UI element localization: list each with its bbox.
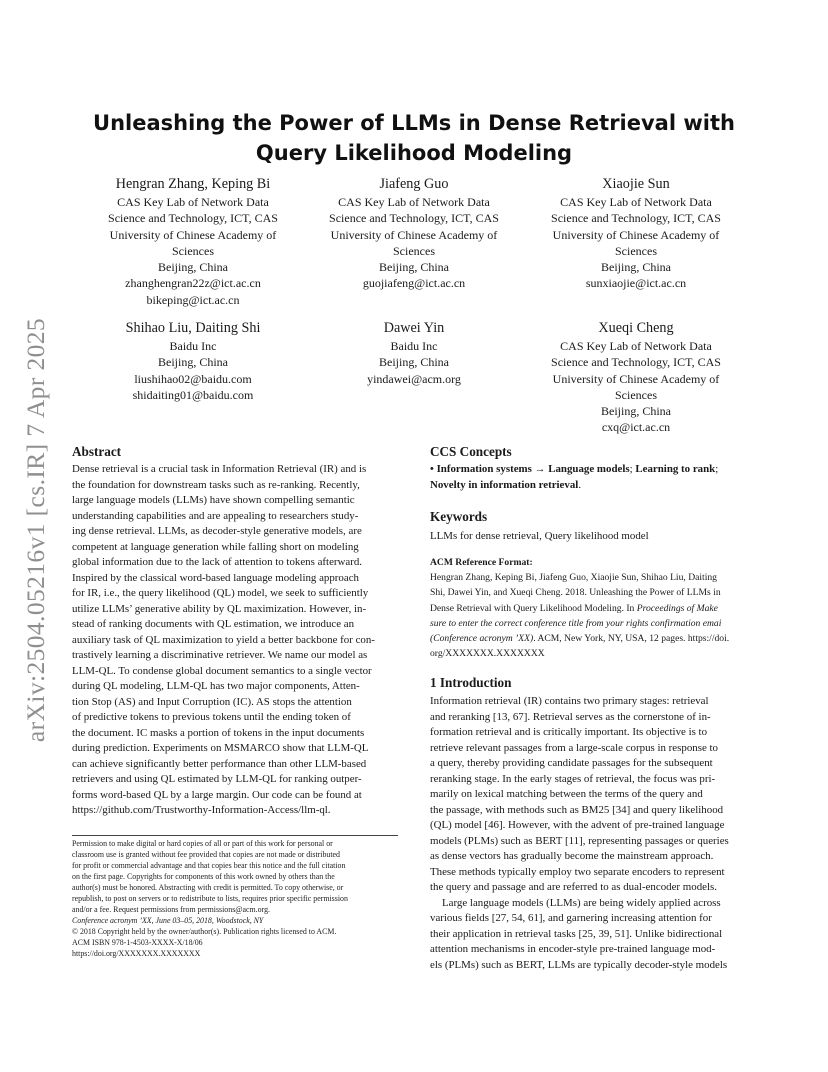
ccs-end: .	[578, 478, 582, 491]
ccs-concepts	[430, 462, 758, 493]
author-affiliation: Science and Technology, ICT, CAS	[551, 211, 721, 226]
author-affiliation: CAS Key Lab of Network Data	[338, 195, 490, 209]
permission-footnote	[72, 838, 402, 959]
acm-reference-doi: org/XXXXXXX.XXXXXXX	[430, 648, 545, 660]
author-name: Jiafeng Guo	[379, 176, 449, 192]
author-email: yindawei@acm.org	[367, 371, 461, 386]
author-location: Beijing, China	[158, 355, 228, 370]
abstract-body	[72, 462, 399, 819]
footnote-line: republish, to post on servers or to redistribute to lists, requires prior specific permission	[72, 894, 348, 903]
author-affiliation: University of Chinese Academy of	[552, 227, 720, 242]
author-affiliation: Science and Technology, ICT, CAS	[329, 211, 499, 226]
abstract-line: the foundation for downstream tasks such as re-ranking. Recently,	[72, 478, 360, 491]
doi-line: https://doi.org/XXXXXXX.XXXXXXX	[72, 949, 201, 958]
acm-reference-text: . ACM, New York, NY, USA, 12 pages. https://doi.	[533, 633, 730, 645]
author-email: liushihao02@baidu.com	[134, 371, 252, 386]
footnote-line: author(s) must be honored. Abstracting with credit is permitted. To copy otherwise, or	[72, 883, 344, 892]
abstract-line: ing dense retrieval. LLMs, as decoder-style generative models, are	[72, 525, 362, 537]
author-affiliation: Baidu Inc	[169, 339, 217, 353]
intro-line: retrieve relevant passages from a large-scale corpus in response to	[430, 741, 718, 754]
author-location: Beijing, China	[379, 260, 449, 275]
abstract-line: LLM-QL. To condense global document semantics to a single vector	[72, 664, 372, 677]
keywords-heading: Keywords	[430, 509, 488, 524]
intro-line: (QL) model [46]. However, with the advent of pre-trained language	[430, 819, 725, 831]
author-affiliation: CAS Key Lab of Network Data	[117, 195, 269, 209]
author-name: Xiaojie Sun	[602, 176, 670, 192]
abstract-line: utilize LLMs’ generative ability by QL maximization. However, in-	[72, 602, 367, 615]
author-email: sunxiaojie@ict.ac.cn	[585, 276, 687, 291]
footnote-line: and/or a fee. Request permissions from permissions@acm.org.	[72, 905, 270, 914]
abstract-line: auxiliary task of QL maximization to yield a better backbone for con-	[72, 633, 375, 646]
acm-reference-line: Shi, Dawei Yin, and Xueqi Cheng. 2018. Unleashing the Power of LLMs in	[430, 587, 721, 599]
abstract-line: https://github.com/Trustworthy-Information-Access/llm-ql.	[72, 804, 331, 816]
abstract-line: during QL modeling, LLM-QL has two major components, Atten-	[72, 680, 360, 692]
intro-line: the passage, with methods such as BM25 [34] and query likelihood	[430, 803, 724, 816]
abstract-heading: Abstract	[72, 444, 122, 459]
acm-reference-heading: ACM Reference Format:	[430, 557, 533, 568]
author-location: Beijing, China	[601, 404, 671, 419]
author-affiliation: CAS Key Lab of Network Data	[560, 339, 712, 353]
isbn-line: ACM ISBN 978-1-4503-XXXX-X/18/06	[72, 938, 203, 947]
author-email: guojiafeng@ict.ac.cn	[362, 276, 466, 291]
arxiv-stamp	[18, 300, 54, 760]
author-affiliation: Sciences	[172, 243, 214, 258]
abstract-line: understanding capabilities and are appealing to researchers study-	[72, 509, 359, 522]
author-block-4	[80, 319, 306, 403]
acm-reference-venue: Proceedings of Make	[636, 602, 718, 614]
footnote-line: Permission to make digital or hard copies of all or part of this work for personal or	[72, 839, 333, 848]
intro-line: formation retrieval and is critically important. Its objective is to	[430, 726, 708, 738]
abstract-line: global information due to the lack of attention to tokens afterward.	[72, 556, 363, 568]
author-email: shidaiting01@baidu.com	[132, 387, 254, 402]
ccs-arrow: →	[534, 463, 546, 475]
abstract-line: Inspired by the classical word-based language modeling approach	[72, 571, 359, 584]
intro-body	[430, 694, 757, 973]
copyright-line: © 2018 Copyright held by the owner/author(s). Publication rights licensed to ACM.	[72, 927, 337, 936]
author-email: zhanghengran22z@ict.ac.cn	[125, 276, 261, 291]
abstract-line: can achieve significantly better performance than other LLM-based	[72, 757, 367, 770]
abstract-line: the document. IC masks a portion of tokens in the input documents	[72, 726, 365, 739]
ccs-concept: Learning to rank	[635, 463, 716, 475]
author-affiliation: University of Chinese Academy of	[330, 227, 498, 242]
ccs-concept: Novelty in information retrieval	[430, 478, 579, 491]
author-affiliation: University of Chinese Academy of	[109, 227, 277, 242]
intro-line: as dense vectors has gradually become the mainstream approach.	[430, 850, 714, 862]
conference-line: Conference acronym ’XX, June 03–05, 2018, Woodstock, NY	[72, 916, 264, 925]
author-name: Shihao Liu, Daiting Shi	[125, 320, 261, 336]
abstract-line: stead of ranking documents with QL estimation, we introduce an	[72, 618, 355, 630]
abstract-line: of predictive tokens to previous tokens until the ending token of	[72, 711, 351, 723]
abstract-line: forms word-based QL by a large margin. Our code can be found at	[72, 788, 362, 801]
author-affiliation: University of Chinese Academy of	[552, 371, 720, 386]
acm-reference-venue: sure to enter the correct conference title from your rights confirmation emai	[430, 617, 722, 629]
intro-line: els (PLMs) such as BERT, LLMs are typically decoder-style models	[430, 958, 728, 971]
ccs-concept: Information systems	[436, 463, 532, 475]
author-affiliation: Baidu Inc	[390, 339, 438, 353]
ccs-separator: ;	[629, 463, 636, 475]
intro-line: reranking stage. In the early stages of retrieval, the focus was pri-	[430, 772, 716, 785]
ccs-separator: ;	[715, 463, 719, 475]
author-name: Xueqi Cheng	[598, 320, 674, 336]
author-affiliation: Science and Technology, ICT, CAS	[551, 355, 721, 370]
arxiv-id: arXiv:2504.05216v1 [cs.IR] 7 Apr 2025	[21, 317, 51, 743]
acm-reference	[430, 555, 760, 661]
abstract-line: retrievers and using QL estimated by LLM-QL for ranking outper-	[72, 773, 362, 785]
author-email: bikeping@ict.ac.cn	[146, 292, 240, 307]
abstract-line: large language models (LLMs) have shown compelling semantic	[72, 494, 355, 506]
abstract-line: competent at language generation while falling short on modeling	[72, 540, 359, 553]
intro-line: and reranking [13, 67]. Retrieval serves as the cornerstone of in-	[430, 710, 711, 723]
ccs-concept: Language models	[548, 463, 630, 475]
abstract-line: tion Stop (AS) and Input Corruption (IC). AS stops the attention	[72, 695, 352, 708]
footnote-rule	[72, 835, 398, 836]
author-location: Beijing, China	[158, 260, 228, 275]
intro-line: models (PLMs) such as BERT [11], representing passages or queries	[430, 834, 729, 847]
abstract-line: Dense retrieval is a crucial task in Information Retrieval (IR) and is	[72, 463, 367, 475]
keywords-text: LLMs for dense retrieval, Query likelihood model	[430, 530, 649, 542]
author-name: Hengran Zhang, Keping Bi	[115, 176, 271, 192]
acm-reference-text: Dense Retrieval with Query Likelihood Modeling. In	[430, 602, 637, 614]
author-affiliation: Sciences	[393, 243, 435, 258]
ccs-heading: CCS Concepts	[430, 444, 512, 459]
paper-title: Unleashing the Power of LLMs in Dense Retrieval with Query Likelihood Modeling	[93, 111, 735, 165]
author-email: cxq@ict.ac.cn	[601, 420, 671, 435]
intro-line: attention mechanisms in encoder-style pre-trained language mod-	[430, 943, 716, 955]
author-block-3	[523, 175, 749, 292]
author-affiliation: CAS Key Lab of Network Data	[560, 195, 712, 209]
author-location: Beijing, China	[379, 355, 449, 370]
abstract-line: during prediction. Experiments on MSMARCO show that LLM-QL	[72, 742, 369, 754]
footnote-line: classroom use is granted without fee provided that copies are not made or distributed	[72, 850, 340, 859]
author-block-1	[80, 175, 306, 308]
abstract-line: trastively learning a discriminative retriever. We name our model as	[72, 649, 368, 661]
abstract-line: for IR, i.e., the query likelihood (QL) model, we seek to sufficiently	[72, 587, 369, 599]
acm-reference-line: Hengran Zhang, Keping Bi, Jiafeng Guo, Xiaojie Sun, Shihao Liu, Daiting	[430, 572, 717, 584]
intro-line: These methods typically employ two separate encoders to represent	[430, 865, 725, 878]
intro-line: marily on lexical matching between the terms of the query and	[430, 788, 703, 800]
intro-line: various fields [27, 54, 61], and garnering increasing attention for	[430, 912, 712, 924]
author-affiliation: Sciences	[615, 387, 657, 402]
author-name: Dawei Yin	[383, 320, 445, 336]
intro-line: Information retrieval (IR) contains two primary stages: retrieval	[430, 695, 709, 707]
acm-reference-venue: (Conference acronym ’XX)	[430, 633, 534, 645]
intro-heading: 1 Introduction	[430, 675, 512, 690]
author-location: Beijing, China	[601, 260, 671, 275]
intro-line: the query and passage and are referred to as dual-encoder models.	[430, 881, 717, 893]
author-block-5	[301, 319, 527, 387]
ccs-bullet: •	[430, 463, 434, 475]
intro-line: Large language models (LLMs) are being widely applied across	[442, 896, 721, 909]
intro-line: a query, thereby providing candidate passages for the subsequent	[430, 757, 713, 769]
intro-line: their application in retrieval tasks [25, 39, 51]. Unlike bidirectional	[430, 927, 723, 940]
footnote-line: for profit or commercial advantage and that copies bear this notice and the full citation	[72, 861, 346, 870]
author-affiliation: Sciences	[615, 243, 657, 258]
author-block-2	[301, 175, 527, 292]
footnote-line: on the first page. Copyrights for components of this work owned by others than the	[72, 872, 335, 881]
author-block-6	[523, 319, 749, 436]
author-affiliation: Science and Technology, ICT, CAS	[108, 211, 278, 226]
